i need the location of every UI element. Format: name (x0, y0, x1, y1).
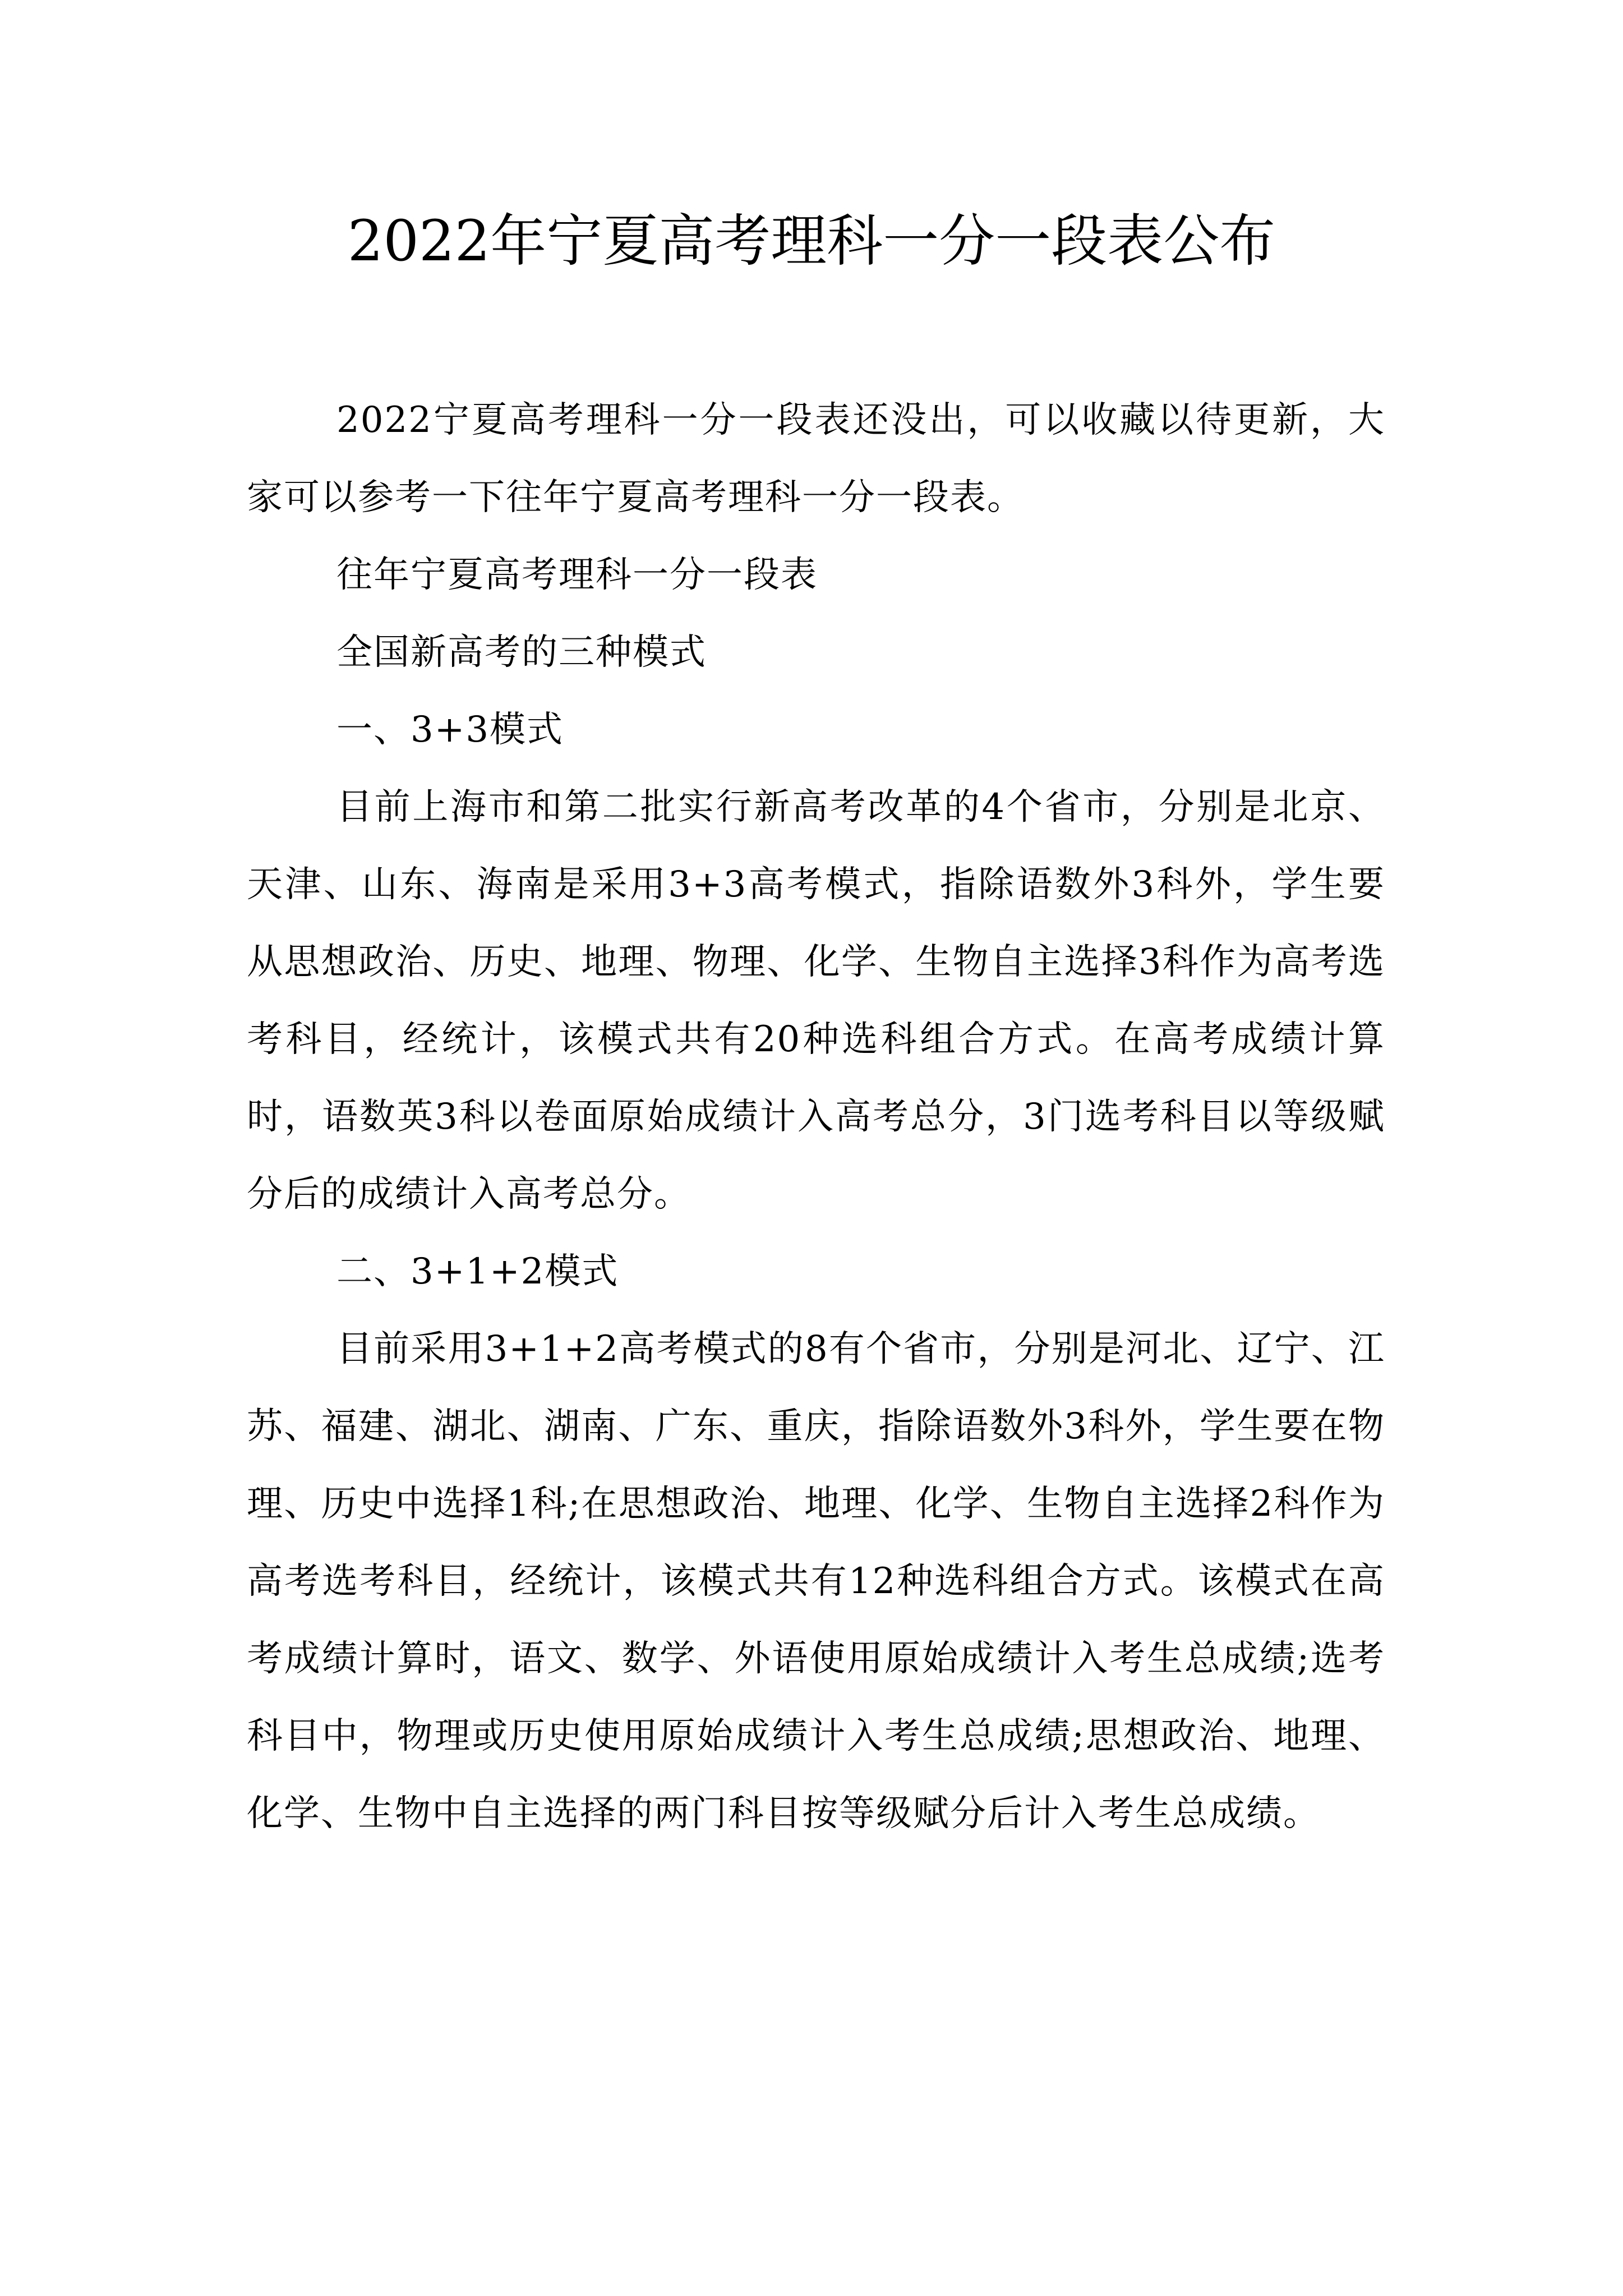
paragraph-mode-3-1-2: 目前采用3+1+2高考模式的8有个省市，分别是河北、辽宁、江苏、福建、湖北、湖南、广东、重庆，指除语数外3科外，学生要在物理、历史中选择1科;在思想政治、地理、化学、生物自主选择2科作为高考选考科目，经统计，该模式共有12种选科组合方式。该模式在高考成绩计算时，语文、数学、外语使用原始成绩计入考生总成绩;选考科目中，物理或历史使用原始成绩计入考生总成绩;思想政治、地理、化学、生物中自主选择的两门科目按等级赋分后计入考生总成绩。 (247, 1328, 1385, 1834)
paragraph-mode-3-3: 目前上海市和第二批实行新高考改革的4个省市，分别是北京、天津、山东、海南是采用3+3高考模式，指除语数外3科外，学生要从思想政治、历史、地理、物理、化学、生物自主选择3科作为高考选考科目，经统计，该模式共有20种选科组合方式。在高考成绩计算时，语数英3科以卷面原始成绩计入高考总分，3门选考科目以等级赋分后的成绩计入高考总分。 (247, 786, 1385, 1215)
page-title: 2022年宁夏高考理科一分一段表公布 (347, 208, 1276, 274)
subheading-mode-3-3: 一、3+3模式 (336, 709, 564, 751)
section-heading-three-modes: 全国新高考的三种模式 (336, 632, 707, 673)
subheading-mode-3-1-2: 二、3+1+2模式 (336, 1251, 619, 1292)
section-heading-past-table: 往年宁夏高考理科一分一段表 (336, 554, 818, 596)
document-body (247, 381, 1385, 1852)
intro-paragraph: 2022宁夏高考理科一分一段表还没出，可以收藏以待更新，大家可以参考一下往年宁夏高考理科一分一段表。 (247, 399, 1385, 518)
